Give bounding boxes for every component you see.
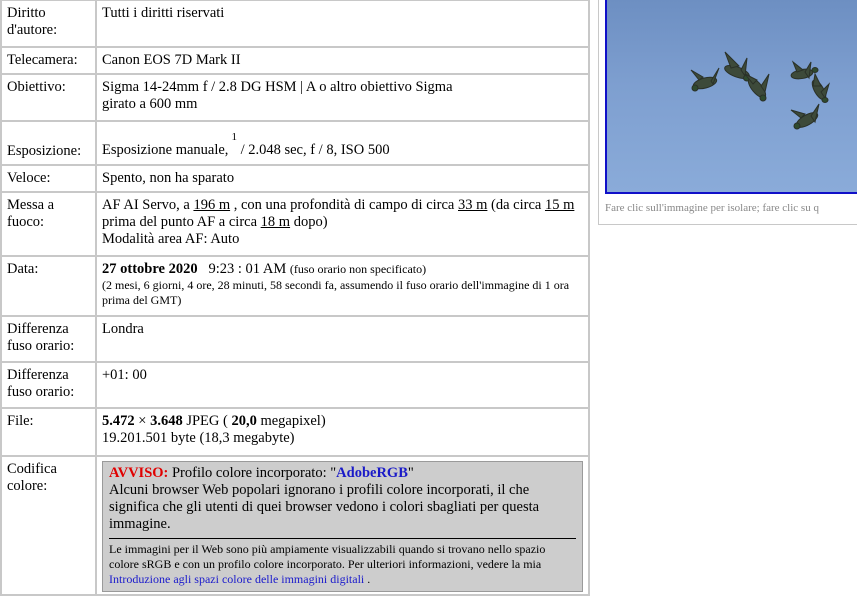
- label-tz-offset-1: Differenza fuso orario:: [1, 316, 96, 362]
- file-times: ×: [138, 413, 147, 429]
- row-color: [1, 456, 589, 595]
- photo-panel: [598, 0, 857, 225]
- value-lens: [96, 74, 589, 121]
- focus-text-5: dopo): [293, 214, 328, 230]
- color-note-text: Le immagini per il Web sono più ampiamente visualizzabili quando si trovano nello spazio colore sRGB e con un profilo colore incorporato. Per ulteriori informazioni, vedere la mia: [109, 542, 546, 571]
- row-exposure: [1, 121, 589, 165]
- row-focus: [1, 192, 589, 256]
- row-copyright: [1, 0, 589, 47]
- lens-focal: girato a 600 mm: [102, 96, 198, 112]
- label-exposure: Esposizione:: [1, 121, 96, 165]
- value-color: [96, 456, 589, 595]
- file-mp-suffix: megapixel): [260, 413, 326, 429]
- file-megapixels: 20,0: [231, 413, 257, 429]
- warning-text: Profilo colore incorporato: ": [171, 465, 337, 481]
- duck-6: [791, 104, 820, 130]
- duck-3: [745, 74, 769, 101]
- dof-near: 15 m: [544, 197, 575, 213]
- focus-text-2: , con una profondità di campo di circa: [233, 197, 455, 213]
- value-file: [96, 408, 589, 456]
- row-file: [1, 408, 589, 456]
- row-flash: [1, 165, 589, 192]
- row-tz-offset-1: [1, 316, 589, 362]
- ducks-illustration: [607, 0, 857, 194]
- row-tz-offset-2: [1, 362, 589, 408]
- row-date: [1, 256, 589, 316]
- profile-name: AdobeRGB: [336, 465, 408, 481]
- color-note-end: .: [367, 572, 371, 586]
- value-exposure: [96, 121, 589, 165]
- date-ago: (2 mesi, 6 giorni, 4 ore, 28 minuti, 58 secondi fa, assumendo il fuso orario dell'immagine di 1 ora prima del GMT): [102, 278, 570, 307]
- duck-5: [810, 74, 829, 103]
- label-copyright: Diritto d'autore:: [1, 0, 96, 47]
- focus-text-4: prima del punto AF a circa: [102, 214, 258, 230]
- label-file: File:: [1, 408, 96, 456]
- warning-title: AVVISO:: [109, 465, 169, 481]
- label-tz-offset-2: Differenza fuso orario:: [1, 362, 96, 408]
- photo-caption: Fare clic sull'immagine per isolare; fare clic su q: [605, 202, 819, 214]
- duck-1: [691, 68, 719, 91]
- focus-distance: 196 m: [193, 197, 231, 213]
- warning-body: Alcuni browser Web popolari ignorano i profili colore incorporati, il che significa che gli utenti di quei browser vedono i colori sbagliati per questa immagine.: [109, 482, 540, 532]
- row-camera: [1, 47, 589, 74]
- depth-of-field: 33 m: [458, 197, 488, 213]
- focus-text-1: AF AI Servo, a: [102, 197, 190, 213]
- date-day: 27 ottobre 2020: [102, 261, 198, 277]
- value-date: [96, 256, 589, 316]
- label-flash: Veloce:: [1, 165, 96, 192]
- divider: [109, 538, 576, 539]
- color-note: [109, 542, 576, 587]
- date-time: 9:23 : 01 AM: [208, 261, 287, 277]
- file-width: 5.472: [102, 413, 135, 429]
- label-lens: Obiettivo:: [1, 74, 96, 121]
- duck-4: [790, 62, 818, 80]
- file-format: JPEG (: [186, 413, 228, 429]
- exposure-details: / 2.048 sec, f / 8, ISO 500: [240, 142, 390, 158]
- color-warning-box: [102, 461, 583, 592]
- exposure-numerator: 1: [231, 131, 237, 143]
- label-color: Codifica colore:: [1, 456, 96, 595]
- date-timezone: (fuso orario non specificato): [289, 262, 427, 276]
- label-date: Data:: [1, 256, 96, 316]
- af-area-mode: Modalità area AF: Auto: [102, 231, 240, 247]
- value-focus: [96, 192, 589, 256]
- value-copyright: Tutti i diritti riservati: [96, 0, 589, 47]
- focus-text-3: (da circa: [491, 197, 542, 213]
- value-tz-offset-1: Londra: [96, 316, 589, 362]
- dof-far: 18 m: [260, 214, 291, 230]
- exposure-mode: Esposizione manuale,: [102, 142, 229, 158]
- value-flash: Spento, non ha sparato: [96, 165, 589, 192]
- lens-name: Sigma 14-24mm f / 2.8 DG HSM | A o altro obiettivo Sigma: [102, 79, 453, 95]
- file-height: 3.648: [150, 413, 183, 429]
- photo-thumbnail[interactable]: [605, 0, 857, 194]
- label-camera: Telecamera:: [1, 47, 96, 74]
- file-bytes: 19.201.501 byte (18,3 megabyte): [102, 430, 295, 446]
- value-camera: Canon EOS 7D Mark II: [96, 47, 589, 74]
- value-tz-offset-2: +01: 00: [96, 362, 589, 408]
- color-space-link[interactable]: Introduzione agli spazi colore delle immagini digitali: [109, 572, 365, 586]
- row-lens: [1, 74, 589, 121]
- label-focus: Messa a fuoco:: [1, 192, 96, 256]
- warning-text-end: ": [407, 465, 414, 481]
